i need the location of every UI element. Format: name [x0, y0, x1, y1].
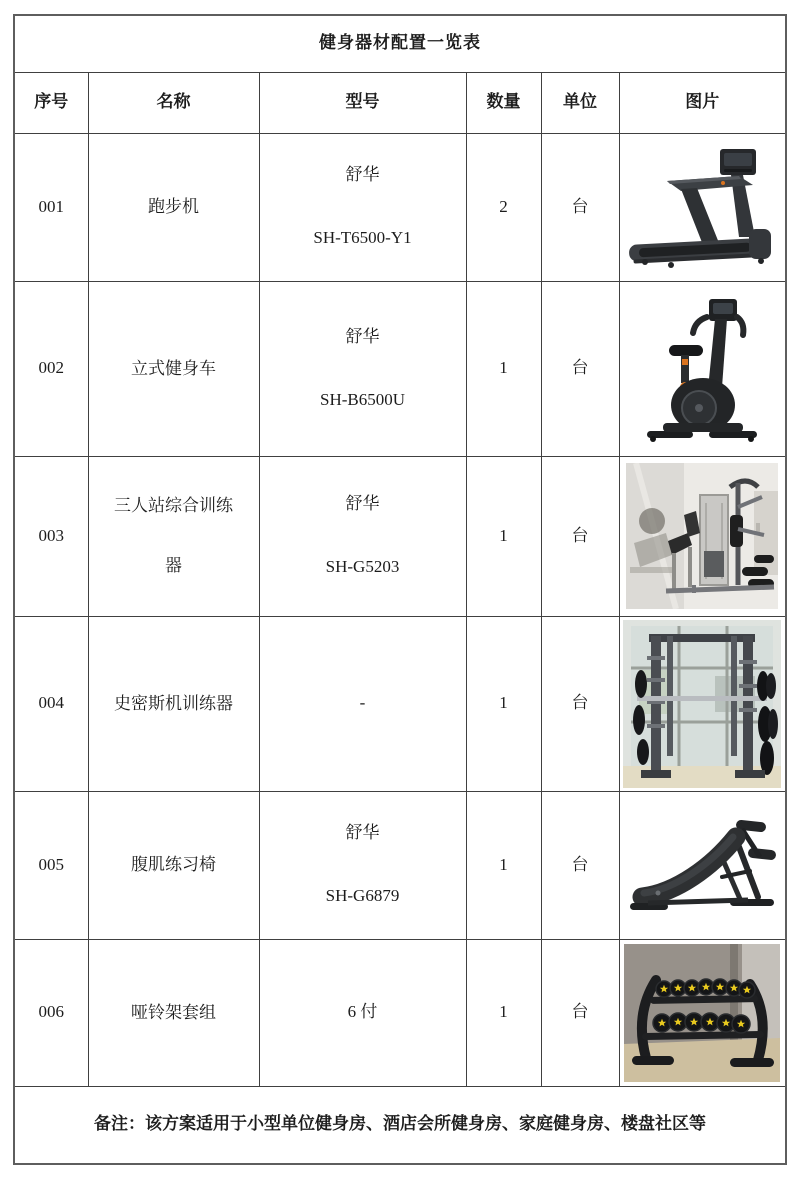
cell-no: 002	[14, 281, 88, 456]
equipment-name: 三人站综合训练器	[114, 496, 233, 575]
equipment-name: 腹肌练习椅	[131, 855, 216, 874]
brand-line: 舒华	[345, 823, 380, 843]
cell-no: 005	[14, 791, 88, 939]
cell-name	[88, 133, 259, 281]
table-row	[14, 939, 786, 1086]
equipment-name: 立式健身车	[131, 358, 216, 378]
brand-line: 舒华	[345, 494, 380, 514]
table-row	[14, 616, 786, 791]
ab-bench-image	[620, 801, 786, 929]
cell-name	[88, 616, 259, 791]
table-row	[14, 133, 786, 281]
cell-no: 006	[14, 939, 88, 1086]
cell-image	[619, 791, 786, 939]
page-title: 健身器材配置一览表	[14, 15, 786, 72]
cell-model	[259, 791, 466, 939]
col-header-name: 名称	[88, 72, 259, 133]
cell-name	[88, 456, 259, 616]
equipment-table	[13, 14, 787, 1165]
model-line: SH-G5203	[325, 557, 400, 576]
cell-model	[259, 456, 466, 616]
dumbbell-rack-image	[620, 944, 786, 1082]
col-header-qty: 数量	[466, 72, 541, 133]
equipment-name: 哑铃架套组	[131, 1002, 216, 1022]
smith-machine-image	[620, 620, 786, 788]
cell-image	[619, 133, 786, 281]
col-header-no: 序号	[14, 72, 88, 133]
cell-qty: 1	[466, 616, 541, 791]
cell-qty: 2	[466, 133, 541, 281]
cell-qty: 1	[466, 281, 541, 456]
cell-unit: 台	[541, 133, 619, 281]
cell-no: 003	[14, 456, 88, 616]
cell-image	[619, 939, 786, 1086]
model-line: -	[359, 693, 366, 713]
model-line: SH-G6879	[325, 886, 400, 905]
table-row	[14, 281, 786, 456]
brand-line: 舒华	[345, 326, 380, 346]
cell-unit: 台	[541, 939, 619, 1086]
note-row	[14, 1086, 786, 1164]
cell-image	[619, 616, 786, 791]
cell-unit: 台	[541, 616, 619, 791]
table-row	[14, 456, 786, 616]
cell-qty: 1	[466, 456, 541, 616]
model-line: SH-T6500-Y1	[313, 228, 412, 247]
col-header-unit: 单位	[541, 72, 619, 133]
cell-no: 001	[14, 133, 88, 281]
title-row	[14, 15, 786, 72]
cell-unit: 台	[541, 791, 619, 939]
cell-image	[619, 281, 786, 456]
cell-name	[88, 791, 259, 939]
col-header-image: 图片	[619, 72, 786, 133]
brand-line: 舒华	[345, 165, 380, 185]
cell-no: 004	[14, 616, 88, 791]
cell-image	[619, 456, 786, 616]
cell-name	[88, 281, 259, 456]
cell-qty: 1	[466, 791, 541, 939]
cell-qty: 1	[466, 939, 541, 1086]
cell-name	[88, 939, 259, 1086]
cell-model	[259, 939, 466, 1086]
treadmill-image	[620, 141, 786, 273]
cell-model	[259, 133, 466, 281]
remark-note: 备注：该方案适用于小型单位健身房、酒店会所健身房、家庭健身房、楼盘社区等	[14, 1086, 786, 1164]
model-line: SH-B6500U	[319, 389, 405, 409]
col-header-model: 型号	[259, 72, 466, 133]
cell-unit: 台	[541, 281, 619, 456]
exercise-bike-image	[620, 293, 786, 445]
equipment-name: 史密斯机训练器	[114, 693, 233, 713]
equipment-name: 跑步机	[148, 197, 199, 216]
cell-model	[259, 281, 466, 456]
cell-unit: 台	[541, 456, 619, 616]
table-row	[14, 791, 786, 939]
header-row	[14, 72, 786, 133]
cell-model	[259, 616, 466, 791]
model-line: 6 付	[347, 1002, 378, 1022]
multi-gym-image	[620, 463, 786, 609]
